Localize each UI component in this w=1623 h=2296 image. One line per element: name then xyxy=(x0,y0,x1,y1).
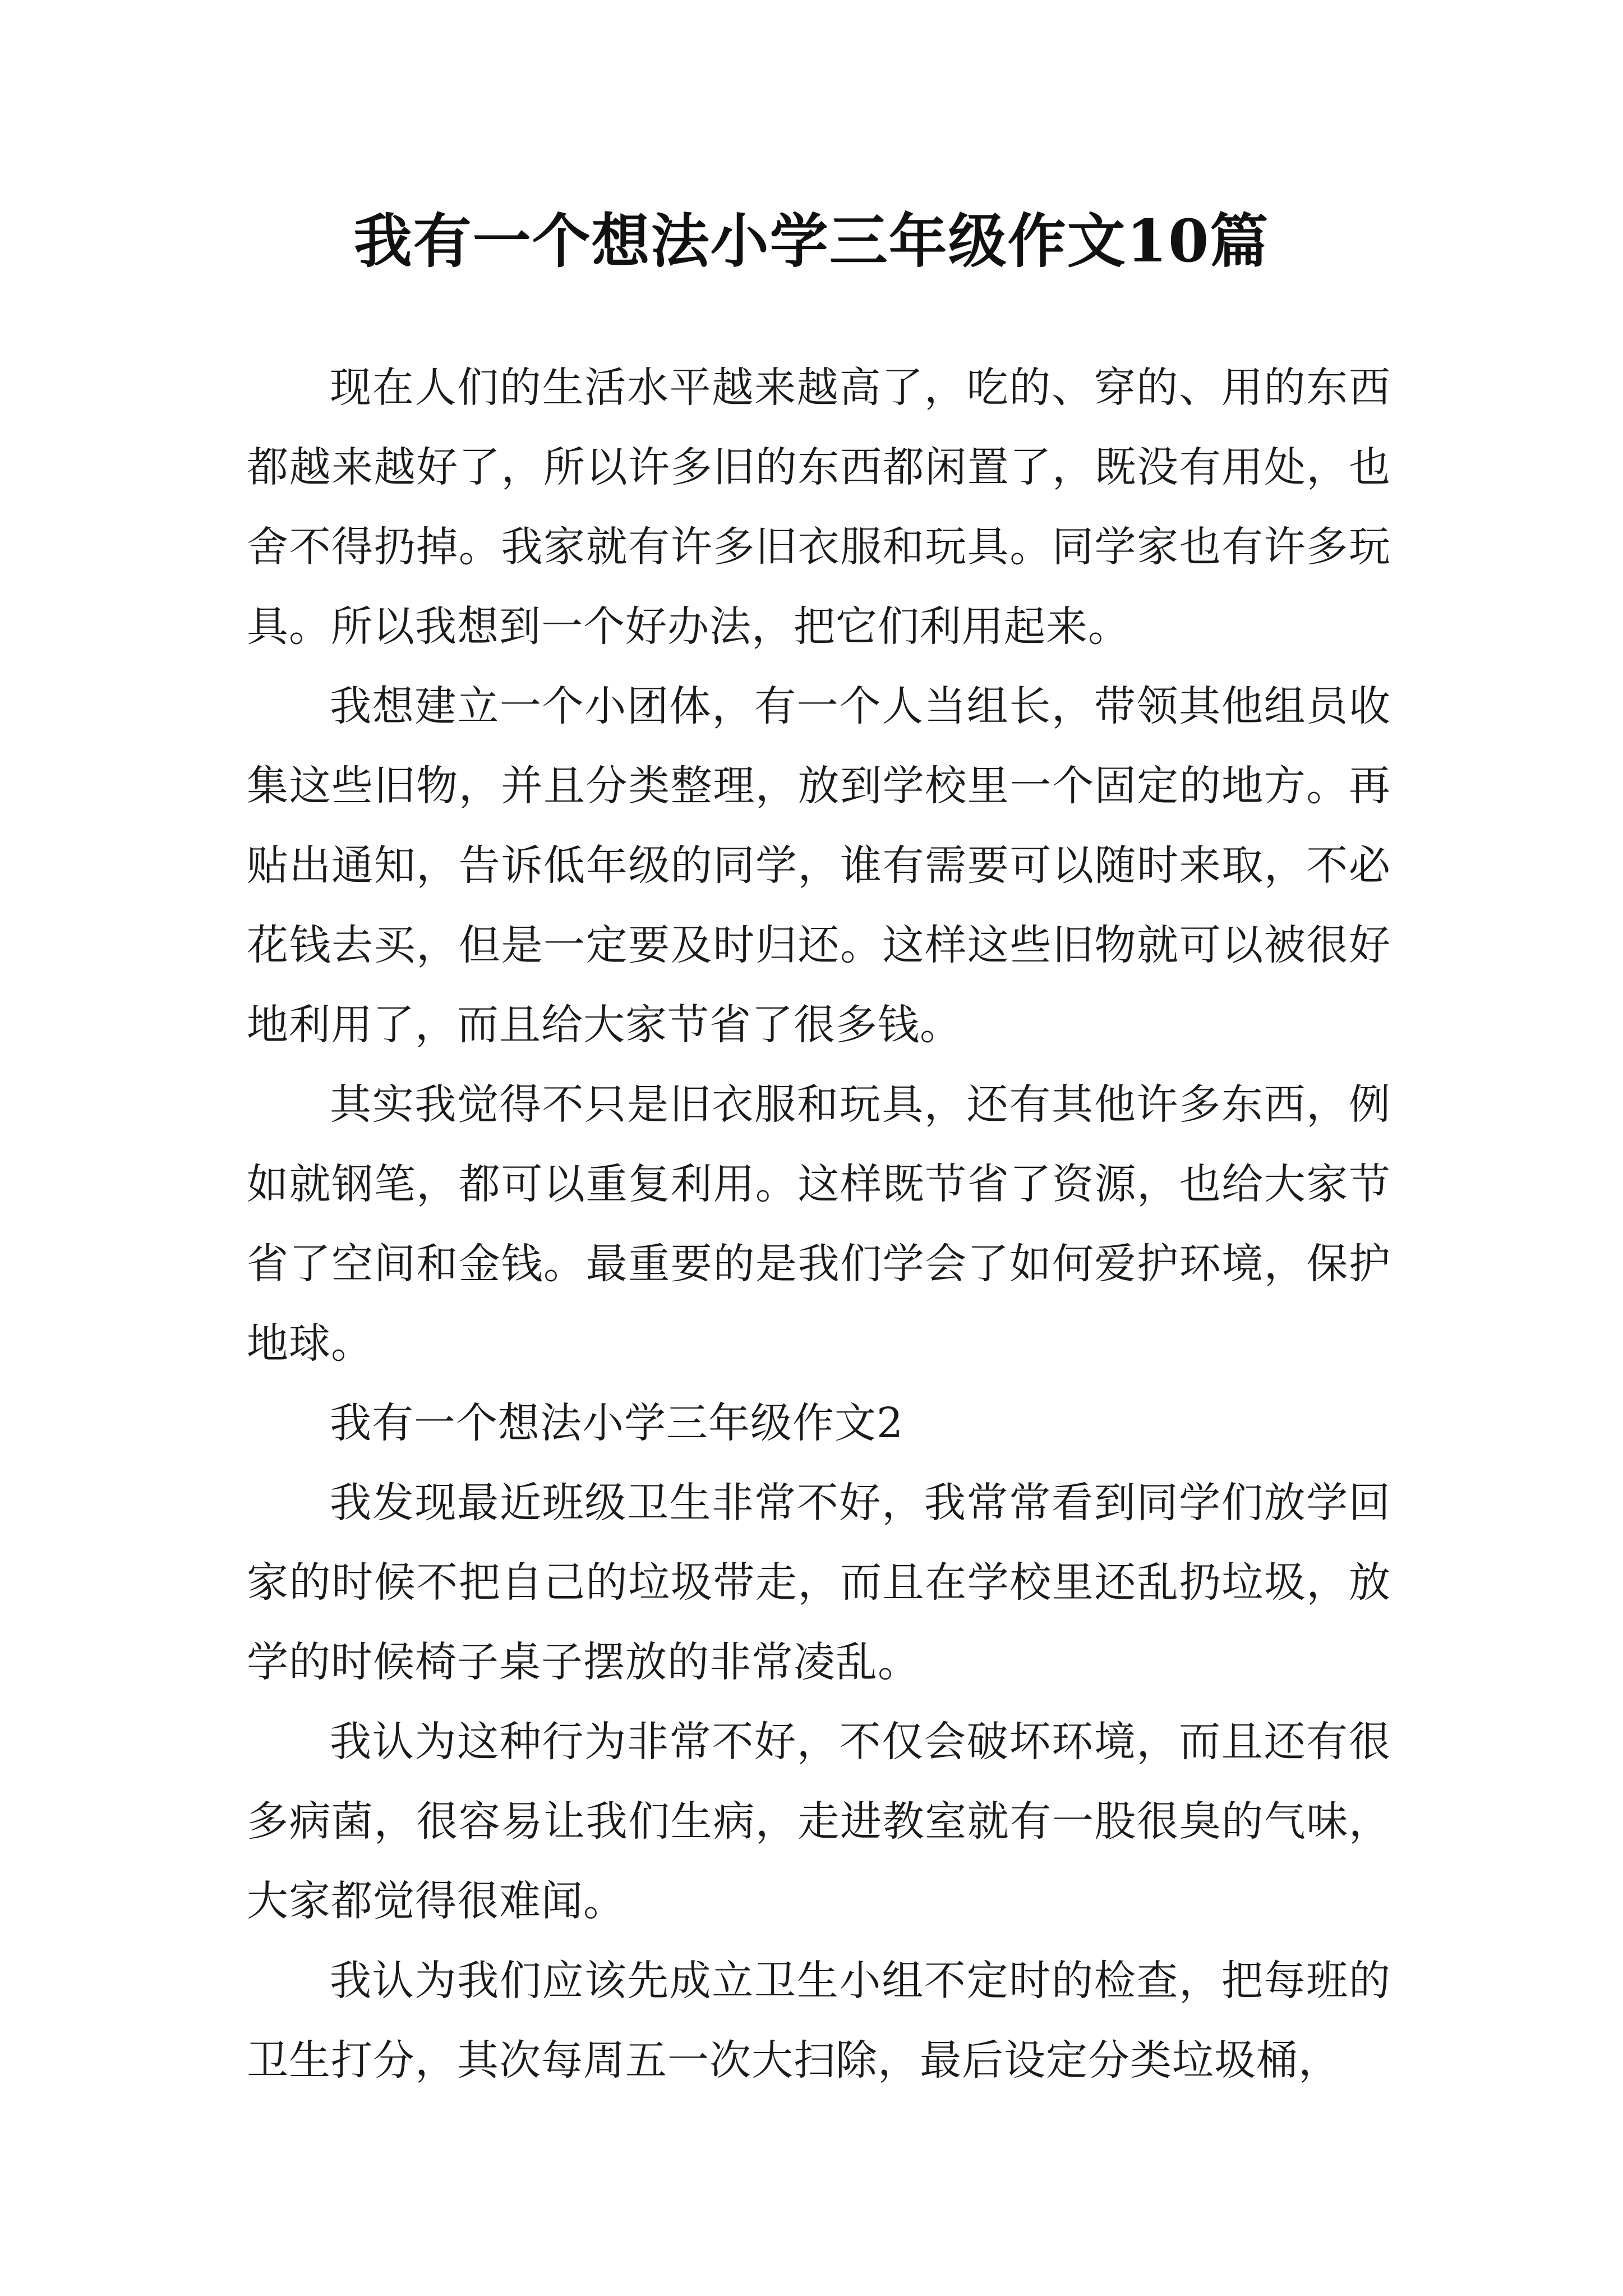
paragraph-1: 现在人们的生活水平越来越高了，吃的、穿的、用的东西都越来越好了，所以许多旧的东西都闲置了，既没有用处，也舍不得扔掉。我家就有许多旧衣服和玩具。同学家也有许多玩具。所以我想到一个好办法，把它们利用起来。 xyxy=(247,364,1391,651)
paragraph-6: 我认为我们应该先成立卫生小组不定时的检查，把每班的卫生打分，其次每周五一次大扫除，最后设定分类垃圾桶， xyxy=(247,1957,1391,2085)
section-heading-2: 我有一个想法小学三年级作文2 xyxy=(330,1399,904,1447)
document-title: 我有一个想法小学三年级作文10篇 xyxy=(353,206,1270,275)
paragraph-3: 其实我觉得不只是旧衣服和玩具，还有其他许多东西，例如就钢笔，都可以重复利用。这样既节省了资源，也给大家节省了空间和金钱。最重要的是我们学会了如何爱护环境，保护地球。 xyxy=(247,1080,1391,1368)
paragraph-5: 我认为这种行为非常不好，不仅会破坏环境，而且还有很多病菌，很容易让我们生病，走进教室就有一股很臭的气味，大家都觉得很难闻。 xyxy=(247,1718,1391,1925)
document-body xyxy=(247,348,1391,2100)
paragraph-2: 我想建立一个小团体，有一个人当组长，带领其他组员收集这些旧物，并且分类整理，放到学校里一个固定的地方。再贴出通知，告诉低年级的同学，谁有需要可以随时来取，不必花钱去买，但是一定要及时归还。这样这些旧物就可以被很好地利用了，而且给大家节省了很多钱。 xyxy=(247,682,1391,1049)
paragraph-4: 我发现最近班级卫生非常不好，我常常看到同学们放学回家的时候不把自己的垃圾带走，而且在学校里还乱扔垃圾，放学的时候椅子桌子摆放的非常凌乱。 xyxy=(247,1479,1391,1686)
